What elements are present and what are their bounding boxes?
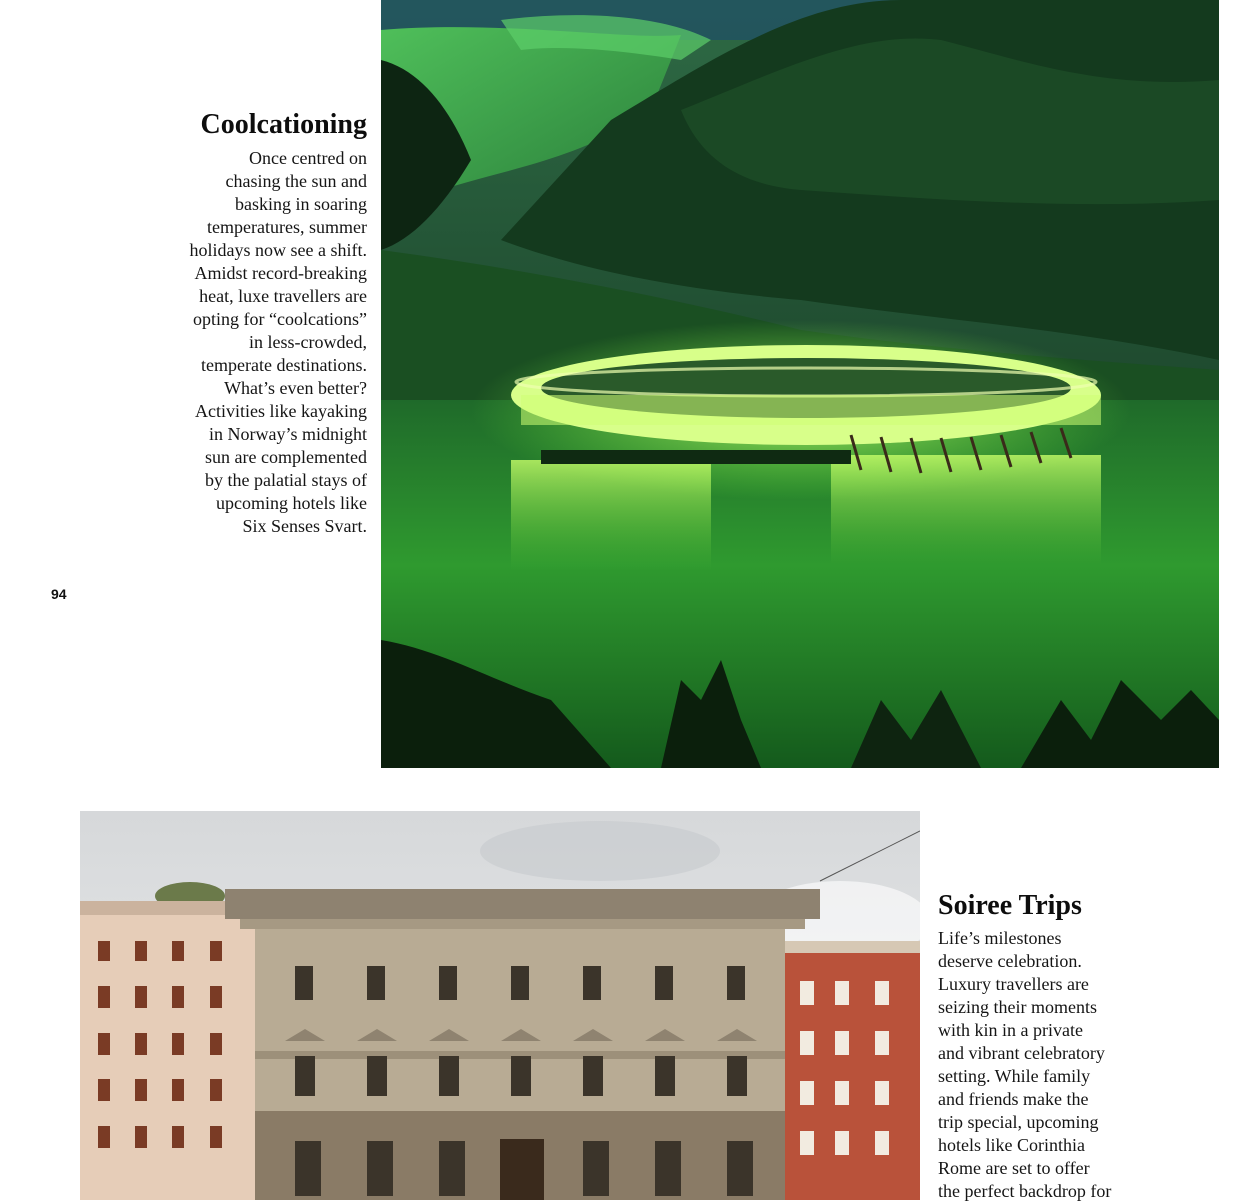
body-line: Activities like kayaking bbox=[195, 401, 367, 421]
body-line: chasing the sun and bbox=[225, 171, 367, 191]
body-line: seizing their moments bbox=[938, 997, 1097, 1017]
body-line: What’s even better? bbox=[224, 378, 367, 398]
soiree-trips-body bbox=[938, 927, 1111, 1203]
body-line: Life’s milestones bbox=[938, 928, 1062, 948]
page-number: 94 bbox=[51, 586, 67, 602]
body-line: Once centred on bbox=[249, 148, 367, 168]
body-line: Amidst record-breaking bbox=[194, 263, 367, 283]
soiree-trips-title: Soiree Trips bbox=[938, 890, 1082, 921]
body-line: upcoming hotels like bbox=[216, 493, 367, 513]
body-line: temperate destinations. bbox=[201, 355, 367, 375]
rome-palazzo-photo bbox=[80, 811, 920, 1200]
body-line: opting for “coolcations” bbox=[193, 309, 367, 329]
norway-hotel-photo bbox=[381, 0, 1219, 768]
body-line: basking in soaring bbox=[235, 194, 367, 214]
body-line: with kin in a private bbox=[938, 1020, 1083, 1040]
body-line: Six Senses Svart. bbox=[242, 516, 367, 536]
body-line: trip special, upcoming bbox=[938, 1112, 1099, 1132]
coolcationing-body bbox=[190, 147, 367, 538]
body-line: holidays now see a shift. bbox=[189, 240, 367, 260]
body-line: and friends make the bbox=[938, 1089, 1089, 1109]
body-line: by the palatial stays of bbox=[205, 470, 367, 490]
body-line: the perfect backdrop for bbox=[938, 1181, 1112, 1201]
body-line: deserve celebration. bbox=[938, 951, 1082, 971]
coolcationing-title: Coolcationing bbox=[200, 109, 367, 140]
body-line: temperatures, summer bbox=[207, 217, 367, 237]
body-line: in less-crowded, bbox=[249, 332, 367, 352]
body-line: heat, luxe travellers are bbox=[199, 286, 367, 306]
body-line: hotels like Corinthia bbox=[938, 1135, 1085, 1155]
body-line: Rome are set to offer bbox=[938, 1158, 1090, 1178]
body-line: setting. While family bbox=[938, 1066, 1091, 1086]
body-line: Luxury travellers are bbox=[938, 974, 1089, 994]
body-line: and vibrant celebratory bbox=[938, 1043, 1105, 1063]
body-line: in Norway’s midnight bbox=[209, 424, 367, 444]
body-line: sun are complemented bbox=[205, 447, 367, 467]
